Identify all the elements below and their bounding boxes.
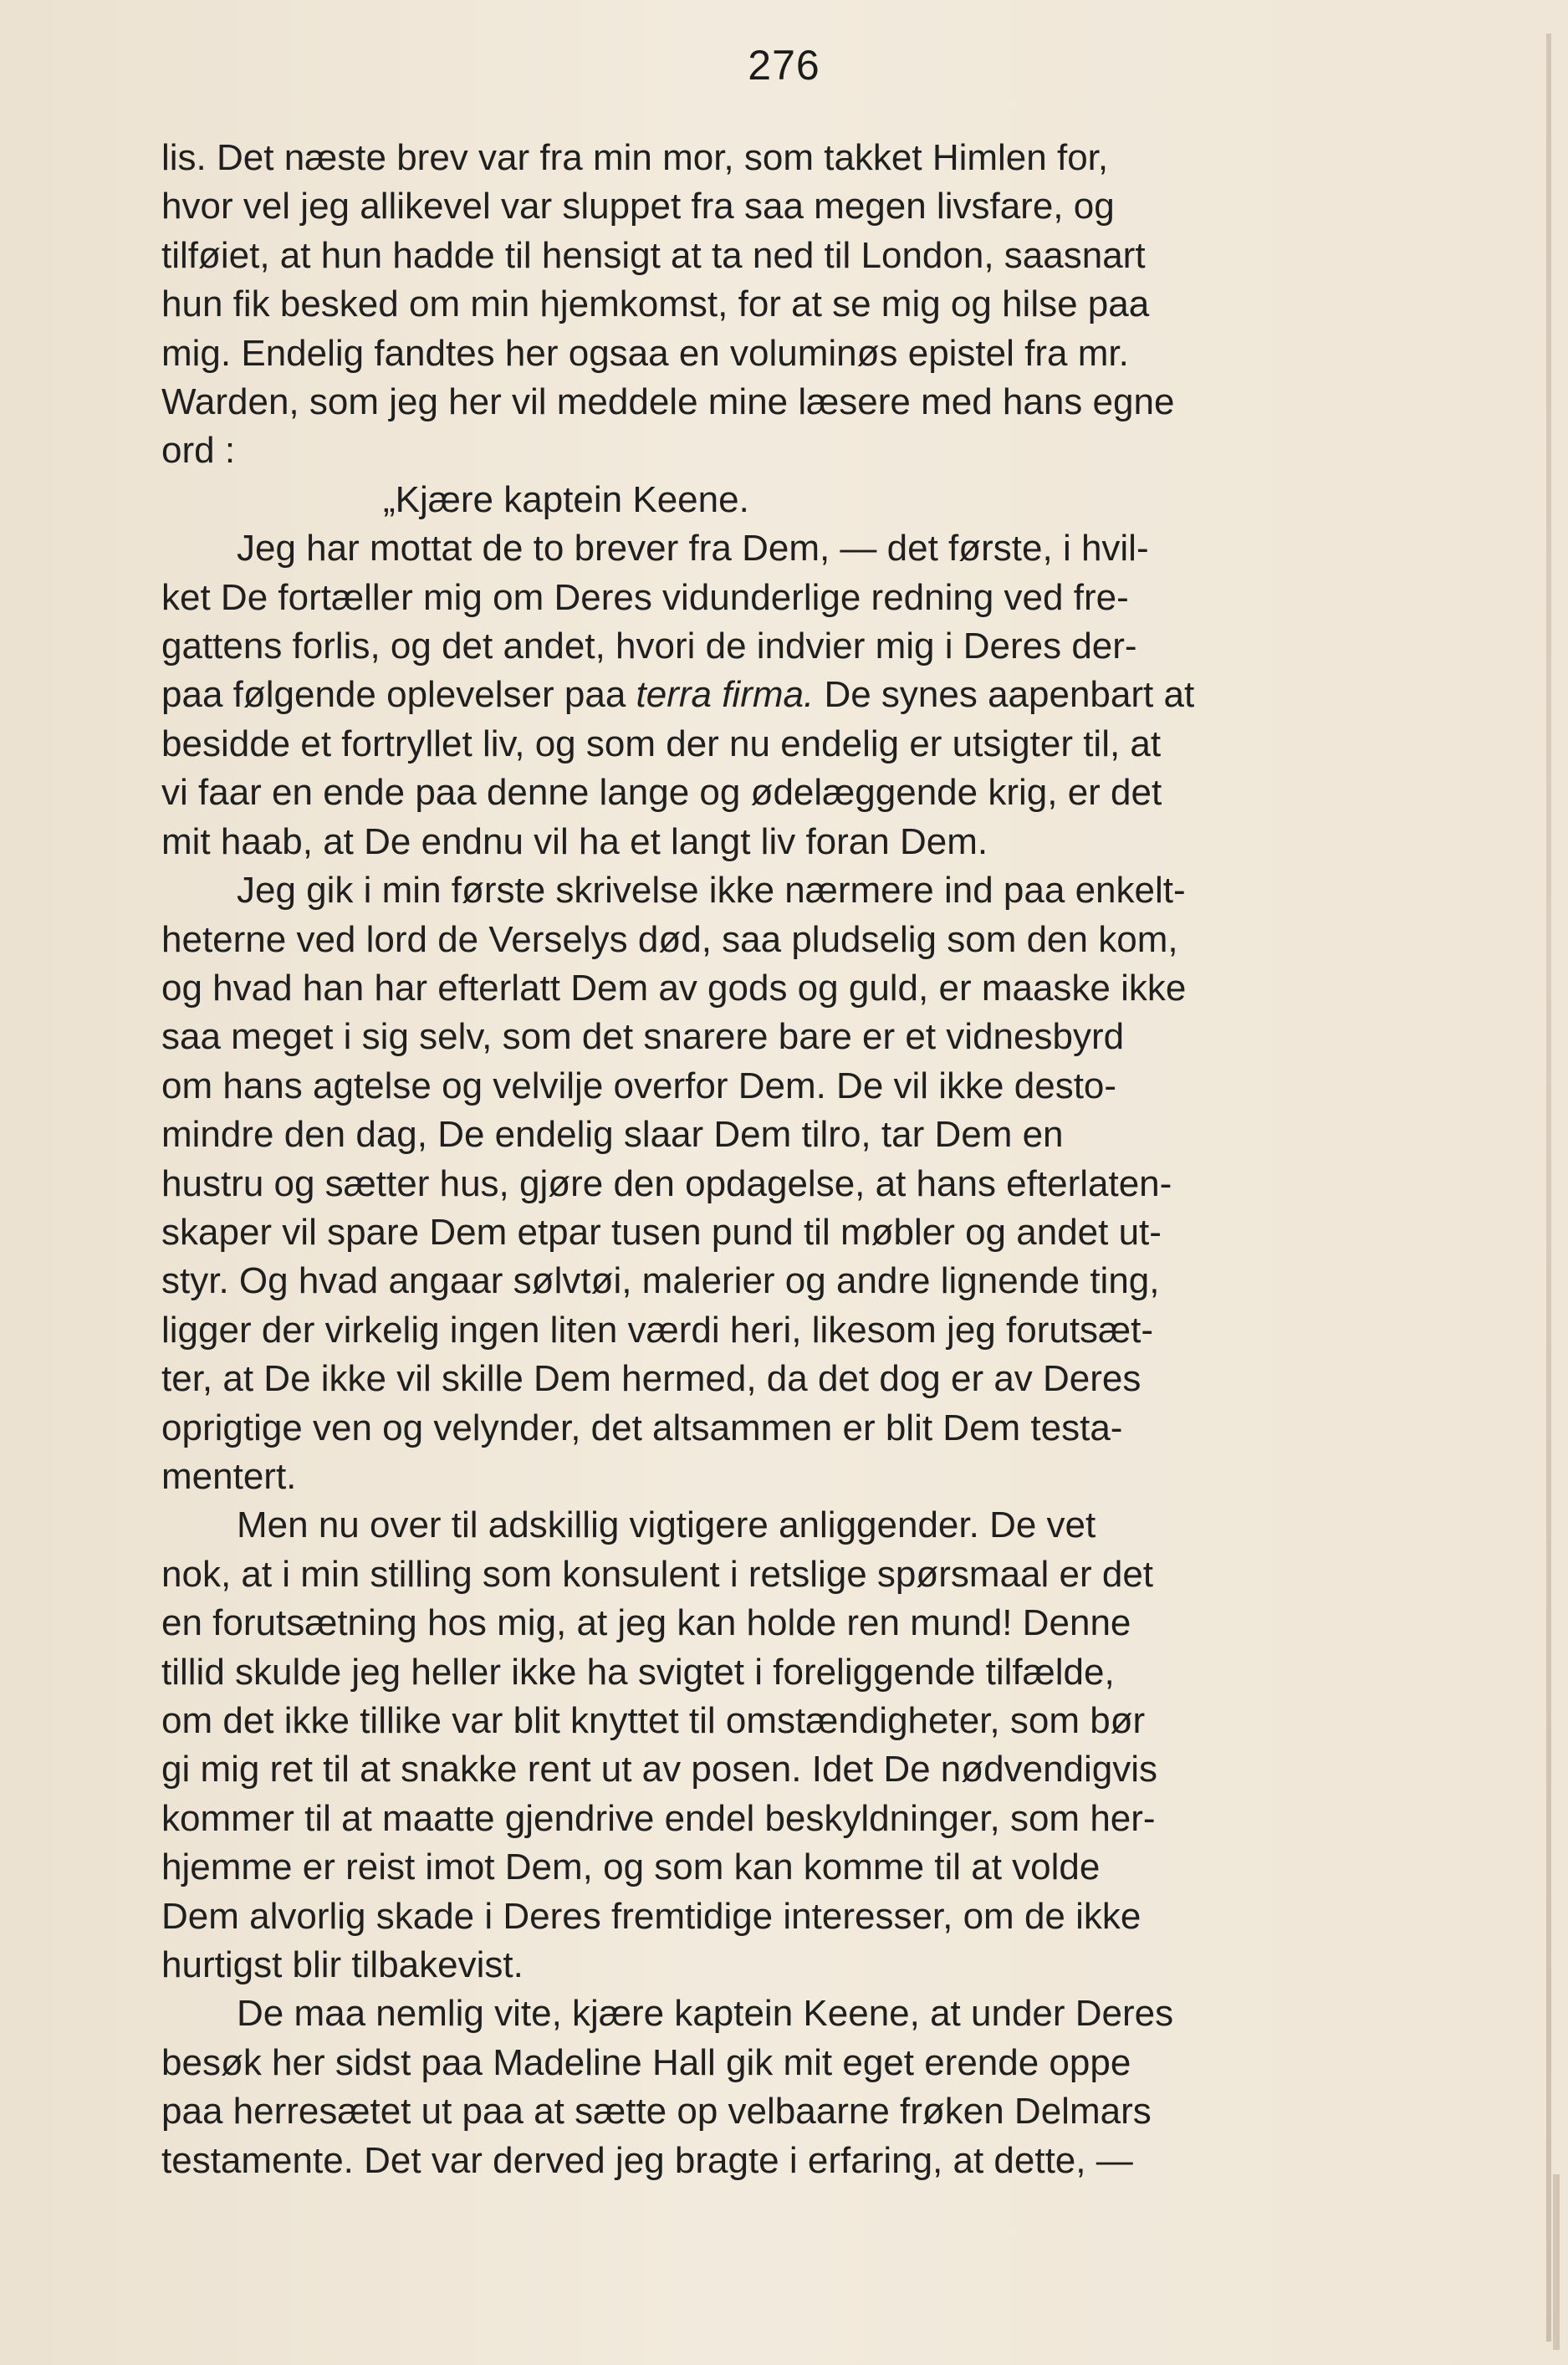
- text-line: mig. Endelig fandtes her ogsaa en voluminøs epistel fra mr.: [161, 332, 1129, 374]
- paragraph-text-suffix: De synes aapenbart at: [814, 674, 1195, 716]
- text-line: hun fik besked om min hjemkomst, for at se mig og hilse paa: [161, 283, 1150, 325]
- text-line: vi faar en ende paa denne lange og ødelæggende krig, er det: [161, 772, 1162, 814]
- text-line: hurtigst blir tilbakevist.: [161, 1944, 524, 1986]
- text-line: testamente. Det var derved jeg bragte i erfaring, at dette, —: [161, 2139, 1133, 2181]
- text-line: hvor vel jeg allikevel var sluppet fra saa megen livsfare, og: [161, 186, 1115, 227]
- text-line: Dem alvorlig skade i Deres fremtidige interesser, om de ikke: [161, 1895, 1142, 1937]
- text-line: ligger der virkelig ingen liten værdi heri, likesom jeg forutsæt-: [161, 1309, 1154, 1351]
- text-line: mit haab, at De endnu vil ha et langt liv foran Dem.: [161, 820, 988, 862]
- text-line: skaper vil spare Dem etpar tusen pund til møbler og andet ut-: [161, 1211, 1162, 1253]
- text-line: ket De fortæller mig om Deres vidunderlige redning ved fre-: [161, 576, 1129, 618]
- paragraph-4-line-1: [161, 1990, 1470, 2038]
- text-line: tillid skulde jeg heller ikke ha svigtet i foreliggende tilfælde,: [161, 1651, 1115, 1693]
- salutation-text: „Kjære kaptein Keene.: [383, 478, 749, 520]
- page-edge-shadow: [1546, 33, 1551, 2342]
- text-line: lis. Det næste brev var fra min mor, som takket Himlen for,: [161, 137, 1109, 178]
- page-number: 276: [748, 42, 820, 89]
- text-line: hjemme er reist imot Dem, og som kan komme til at volde: [161, 1847, 1101, 1888]
- paragraph-1-line-4: [161, 671, 1470, 719]
- text-line: paa herresætet ut paa at sætte op velbaarne frøken Delmars: [161, 2091, 1152, 2133]
- text-line: om hans agtelse og velvilje overfor Dem. De vil ikke desto-: [161, 1065, 1117, 1106]
- paragraph-text: Jeg gik i min første skrivelse ikke nærmere ind paa enkelt-: [237, 870, 1186, 912]
- text-line: nok, at i min stilling som konsulent i retslige spørsmaal er det: [161, 1553, 1154, 1595]
- paragraph-text: De maa nemlig vite, kjære kaptein Keene, at under Deres: [237, 1993, 1174, 2035]
- paragraph-text-prefix: paa følgende oplevelser paa: [161, 674, 636, 716]
- paragraph-text: Jeg har mottat de to brever fra Dem, — det første, i hvil-: [237, 528, 1149, 570]
- paragraph-text: Men nu over til adskillig vigtigere anliggender. De vet: [237, 1504, 1096, 1546]
- text-line: ord :: [161, 430, 236, 472]
- text-line: heterne ved lord de Verselys død, saa pludselig som den kom,: [161, 918, 1178, 960]
- page-edge-shadow-lower: [1553, 2174, 1560, 2350]
- salutation-line: [161, 476, 1470, 524]
- text-line: Warden, som jeg her vil meddele mine læsere med hans egne: [161, 381, 1175, 423]
- text-line: og hvad han har efterlatt Dem av gods og guld, er maaske ikke: [161, 967, 1187, 1009]
- paragraph-1-line-1: [161, 524, 1470, 573]
- text-line: ter, at De ikke vil skille Dem hermed, da det dog er av Deres: [161, 1358, 1142, 1400]
- paragraph-2-line-1: [161, 866, 1470, 915]
- text-line: besøk her sidst paa Madeline Hall gik mit eget erende oppe: [161, 2041, 1131, 2083]
- text-line: tilføiet, at hun hadde til hensigt at ta ned til London, saasnart: [161, 234, 1146, 276]
- text-line: gi mig ret til at snakke rent ut av posen. Idet De nødvendigvis: [161, 1749, 1158, 1790]
- text-line: om det ikke tillike var blit knyttet til omstændigheter, som bør: [161, 1700, 1146, 1741]
- text-line: oprigtige ven og velynder, det altsammen er blit Dem testa-: [161, 1407, 1123, 1448]
- text-line: mindre den dag, De endelig slaar Dem tilro, tar Dem en: [161, 1114, 1064, 1156]
- text-line: styr. Og hvad angaar sølvtøi, malerier og andre lignende ting,: [161, 1260, 1160, 1302]
- text-line: besidde et fortryllet liv, og som der nu endelig er utsigter til, at: [161, 723, 1162, 764]
- text-line: gattens forlis, og det andet, hvori de indvier mig i Deres der-: [161, 626, 1137, 667]
- paragraph-3-line-1: [161, 1501, 1470, 1550]
- text-line: mentert.: [161, 1455, 297, 1497]
- text-line: kommer til at maatte gjendrive endel beskyldninger, som her-: [161, 1797, 1156, 1839]
- italic-phrase: terra firma.: [636, 674, 815, 716]
- text-line: hustru og sætter hus, gjøre den opdagelse, at hans efterlaten-: [161, 1162, 1172, 1204]
- text-line: en forutsætning hos mig, at jeg kan holde ren mund! Denne: [161, 1602, 1131, 1644]
- book-text: [161, 134, 1470, 2185]
- text-line: saa meget i sig selv, som det snarere bare er et vidnesbyrd: [161, 1016, 1125, 1058]
